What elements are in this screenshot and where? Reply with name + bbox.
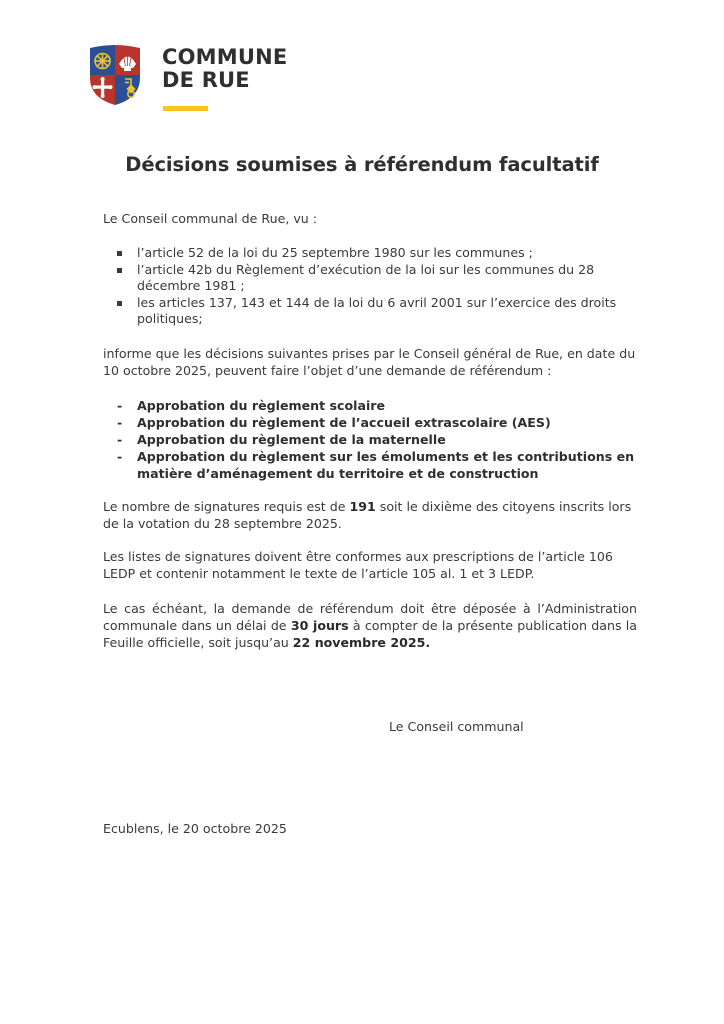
decision-text: Approbation du règlement scolaire [137,398,386,413]
bullet-square-icon [117,301,122,306]
brand-line-1: COMMUNE [162,45,288,69]
signatures-paragraph [103,498,637,532]
deadline-days: 30 jours [290,618,349,633]
decisions-list [103,397,637,482]
bullet-dash-icon: - [117,432,123,447]
legal-basis-item [103,295,637,328]
decision-text: Approbation du règlement de la maternelle [137,432,446,447]
legal-basis-item [103,245,637,262]
signature-lists-paragraph: Les listes de signatures doivent être conformes aux prescriptions de l’article 106 LEDP et contenir notamment le texte de l’article 105 al. 1 et 3 LEDP. [103,549,613,581]
bullet-dash-icon: - [117,449,123,464]
coat-of-arms-icon [89,44,141,106]
signature-block: Le Conseil communal [389,719,524,734]
signatures-text-after: soit le dixième des citoyens inscrits lors de la votation du 28 septembre 2025. [103,499,632,531]
wheel-icon [95,54,110,69]
deadline-text-before: Le cas échéant, la demande de référendum doit être déposée à l’Administration communale dans un délai de [103,601,637,633]
legal-basis-text: les articles 137, 143 et 144 de la loi du 6 avril 2001 sur l’exercice des droits politiques; [137,294,617,326]
legal-basis-list [103,245,637,328]
bullet-square-icon [117,251,122,256]
place-and-date: Ecublens, le 20 octobre 2025 [103,821,287,836]
intro-paragraph: Le Conseil communal de Rue, vu : [103,211,318,226]
brand-accent-bar [163,106,208,111]
signatures-count: 191 [349,499,376,514]
deadline-paragraph [103,600,637,651]
bullet-dash-icon: - [117,415,123,430]
legal-basis-text: l’article 52 de la loi du 25 septembre 1980 sur les communes ; [137,245,533,260]
bullet-square-icon [117,268,122,273]
decision-item [103,448,637,482]
bullet-dash-icon: - [117,398,123,413]
decision-item [103,431,637,448]
decision-item [103,397,637,414]
brand-line-2: DE RUE [162,68,250,92]
brand-name [162,46,287,92]
informe-paragraph: informe que les décisions suivantes prises par le Conseil général de Rue, en date du 10 octobre 2025, peuvent faire l’objet d’une demande de référendum : [103,346,636,378]
decision-text: Approbation du règlement de l’accueil extrascolaire (AES) [137,415,551,430]
decision-text: Approbation du règlement sur les émoluments et les contributions en matière d’aménagement du territoire et de construction [137,449,635,481]
document-title: Décisions soumises à référendum facultatif [125,153,599,176]
signatures-text-before: Le nombre de signatures requis est de [103,499,350,514]
deadline-date: 22 novembre 2025. [292,635,431,650]
legal-basis-item [103,262,637,295]
deadline-text-middle: à compter de la présente publication dans la Feuille officielle, soit jusqu’au [103,618,637,650]
legal-basis-text: l’article 42b du Règlement d’exécution de la loi sur les communes du 28 décembre 1981 ; [137,261,595,293]
decision-item [103,414,637,431]
